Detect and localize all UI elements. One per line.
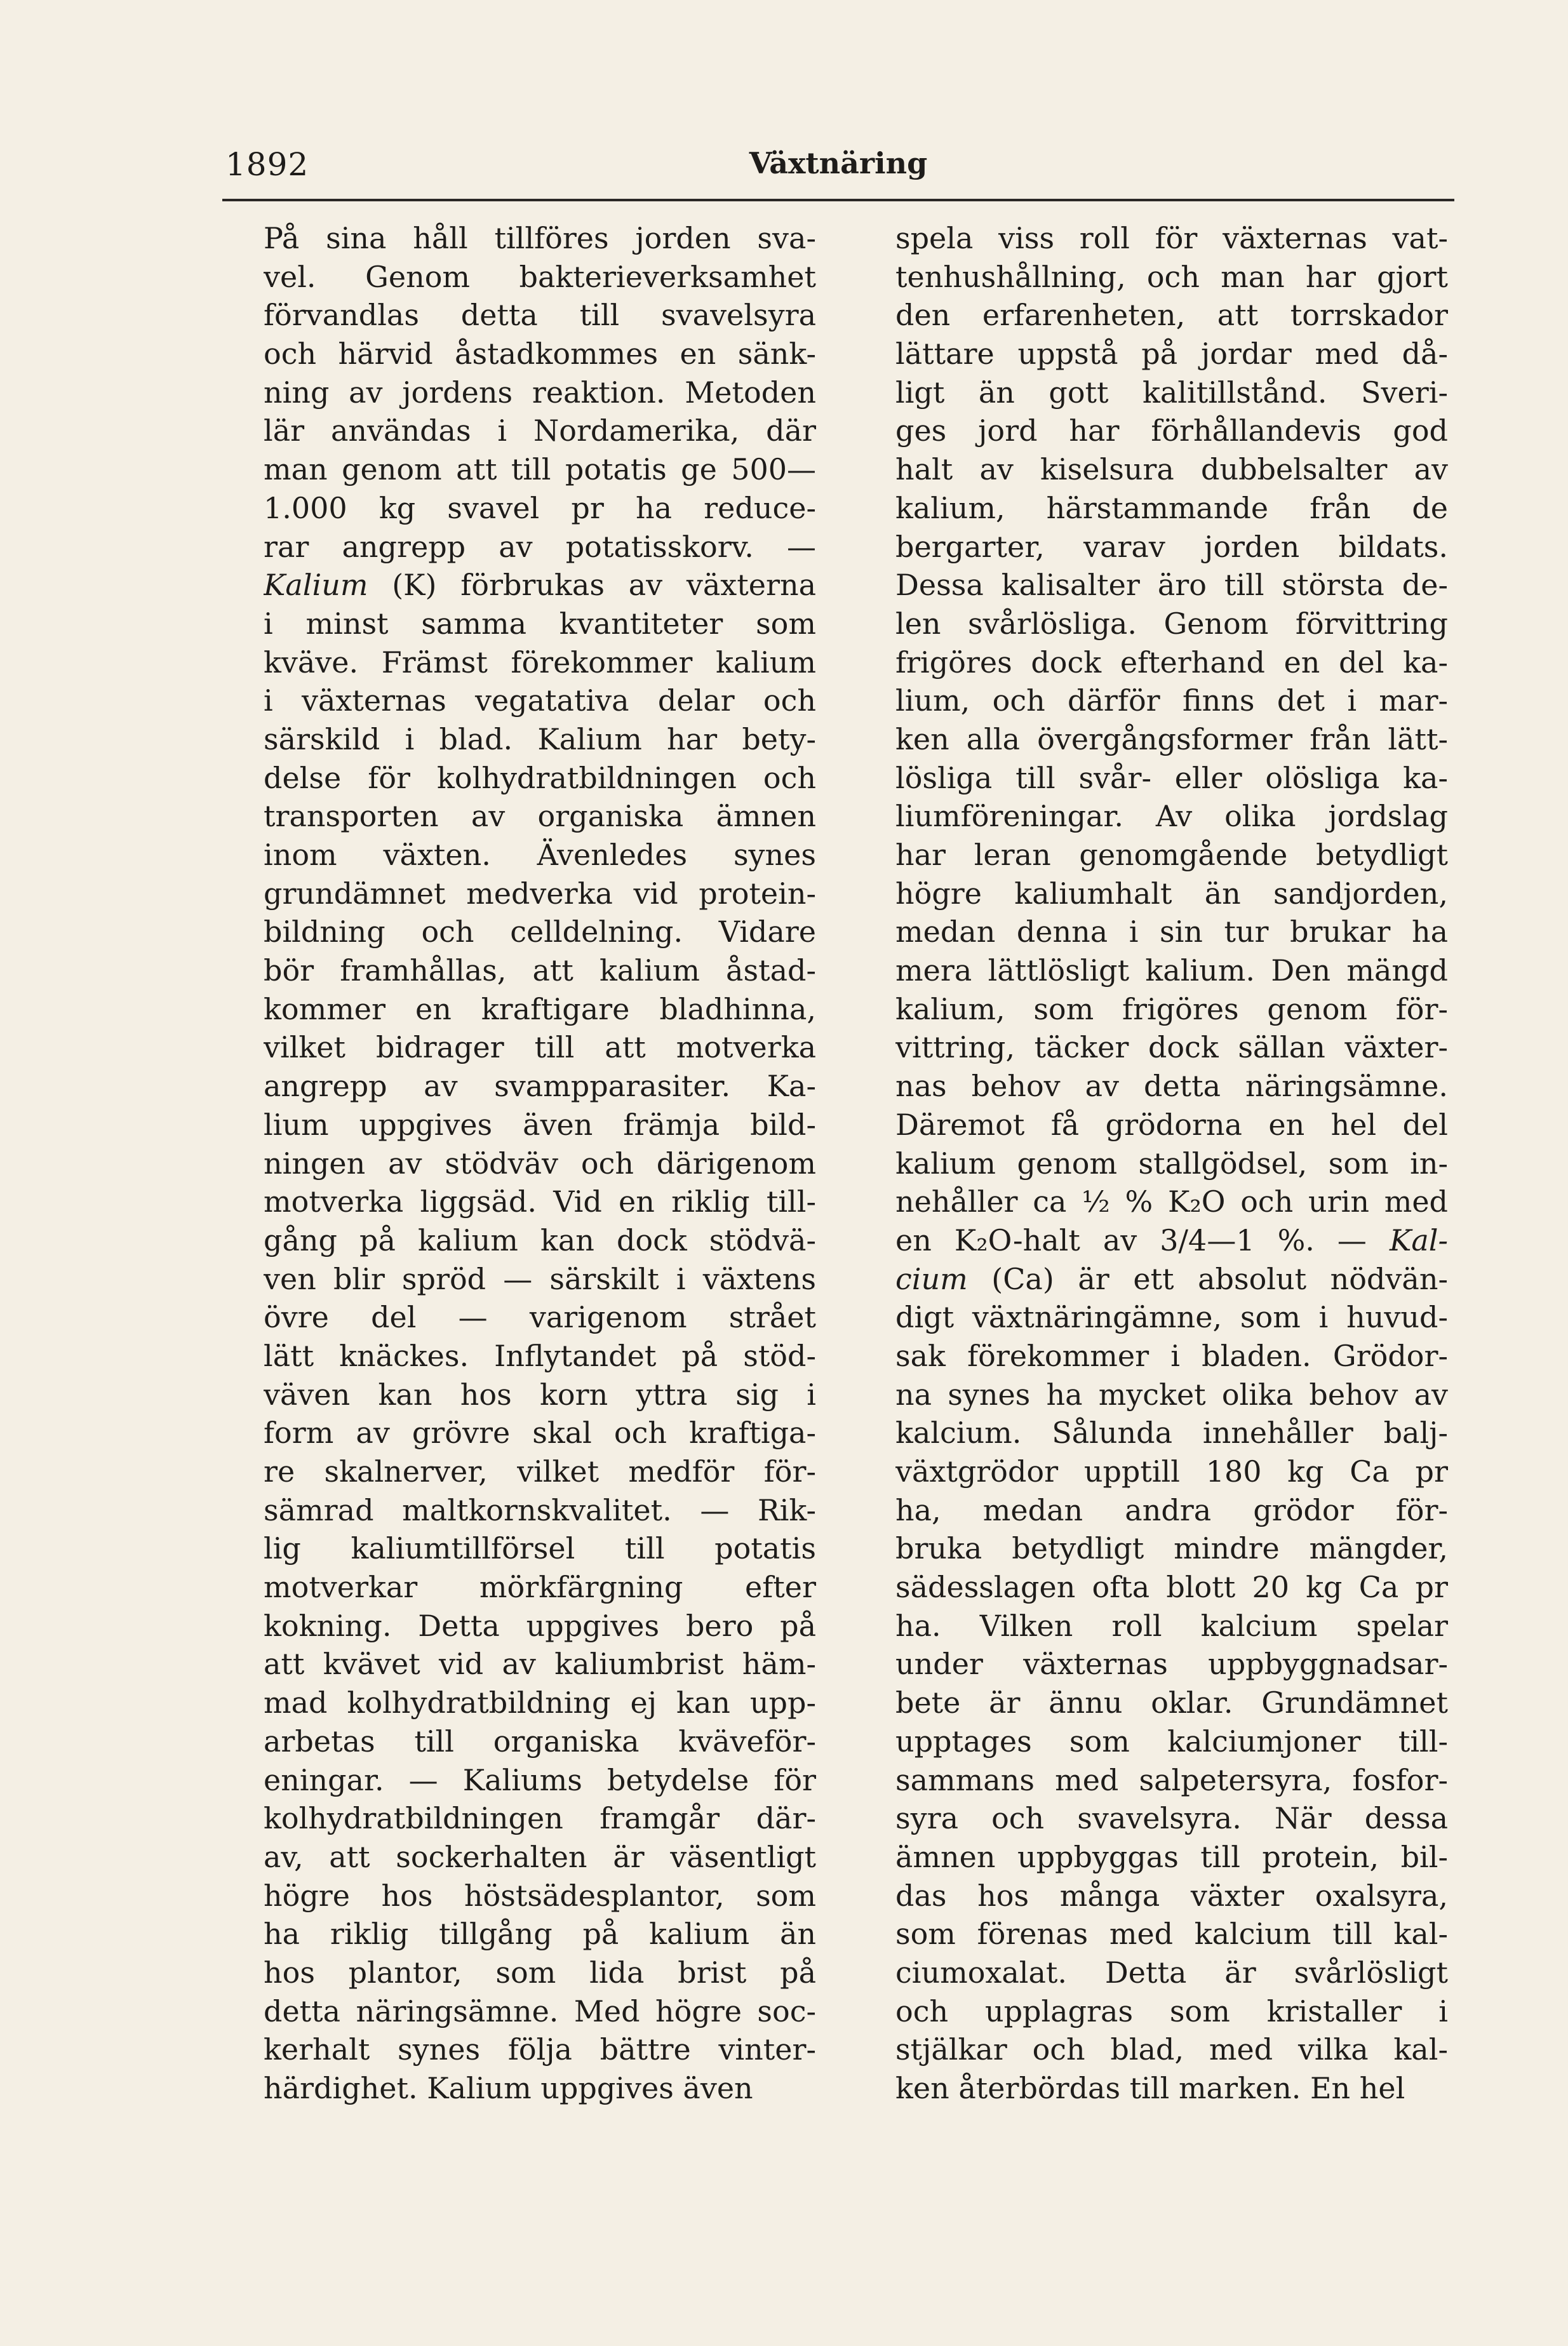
text-line: och upplagras som kristaller i	[895, 1994, 1448, 2028]
text-line: gång på kalium kan dock stödvä-	[264, 1223, 816, 1257]
text-line: sammans med salpetersyra, fosfor-	[895, 1762, 1448, 1797]
text-line: das hos många växter oxalsyra,	[895, 1878, 1448, 1913]
text-line: av, att sockerhalten är väsentligt	[264, 1839, 816, 1874]
text-line: nehåller ca ½ % K₂O och urin med	[895, 1184, 1448, 1219]
text-line: digt växtnäringämne, som i huvud-	[895, 1300, 1448, 1335]
text-line: hos plantor, som lida brist på	[264, 1955, 816, 1990]
text-line: angrepp av svampparasiter. Ka-	[264, 1069, 816, 1104]
text-line: ha. Vilken roll kalcium spelar	[895, 1608, 1448, 1643]
running-title: Växtnäring	[749, 146, 928, 180]
text-line: härdighet. Kalium uppgives även	[264, 2071, 753, 2105]
text-line: lig kaliumtillförsel till potatis	[264, 1531, 816, 1566]
text-line: transporten av organiska ämnen	[264, 799, 816, 834]
text-line: re skalnerver, vilket medför för-	[264, 1454, 816, 1489]
text-line: ning av jordens reaktion. Metoden	[264, 375, 816, 410]
text-line: att kvävet vid av kaliumbrist häm-	[264, 1647, 816, 1682]
right-column	[895, 219, 1448, 2108]
text-line: lösliga till svår- eller olösliga ka-	[895, 760, 1448, 795]
text-line: inom växten. Ävenledes synes	[264, 838, 816, 872]
text-line: kerhalt synes följa bättre vinter-	[264, 2032, 816, 2067]
text-line: som förenas med kalcium till kal-	[895, 1917, 1448, 1952]
text-line: stjälkar och blad, med vilka kal-	[895, 2032, 1448, 2067]
text-line: vilket bidrager till att motverka	[264, 1030, 816, 1065]
text-line: ken återbördas till marken. En hel	[895, 2071, 1405, 2105]
left-column	[264, 219, 816, 2108]
text-line: den erfarenheten, att torrskador	[895, 298, 1448, 333]
text-line: På sina håll tillföres jorden sva-	[264, 221, 816, 255]
text-line: bildning och celldelning. Vidare	[264, 915, 816, 949]
text-line: motverkar mörkfärgning efter	[264, 1570, 816, 1605]
text-line: väven kan hos korn yttra sig i	[264, 1377, 816, 1412]
text-line: frigöres dock efterhand en del ka-	[895, 645, 1448, 680]
text-line: syra och svavelsyra. När dessa	[895, 1801, 1448, 1836]
text-line: detta näringsämne. Med högre soc-	[264, 1994, 816, 2028]
text-line: medan denna i sin tur brukar ha	[895, 915, 1448, 949]
text-line: kväve. Främst förekommer kalium	[264, 645, 816, 680]
text-line: motverka liggsäd. Vid en riklig till-	[264, 1184, 816, 1219]
text-line: mera lättlösligt kalium. Den mängd	[895, 953, 1448, 988]
text-line: cium (Ca) är ett absolut nödvän-	[895, 1261, 1448, 1296]
text-line: ämnen uppbyggas till protein, bil-	[895, 1839, 1448, 1874]
text-line: spela viss roll för växternas vat-	[895, 221, 1448, 255]
text-line: har leran genomgående betydligt	[895, 838, 1448, 872]
page-header	[225, 127, 1451, 197]
text-line: 1.000 kg svavel pr ha reduce-	[264, 490, 816, 525]
text-line: na synes ha mycket olika behov av	[895, 1377, 1448, 1412]
text-line: Dessa kalisalter äro till största de-	[895, 568, 1448, 603]
text-line: bör framhållas, att kalium åstad-	[264, 953, 816, 988]
text-line: ken alla övergångsformer från lätt-	[895, 721, 1448, 756]
text-line: bete är ännu oklar. Grundämnet	[895, 1686, 1448, 1720]
text-line: tenhushållning, och man har gjort	[895, 259, 1448, 294]
text-line: form av grövre skal och kraftiga-	[264, 1416, 816, 1451]
text-line: upptages som kalciumjoner till-	[895, 1724, 1448, 1759]
text-line: högre kaliumhalt än sandjorden,	[895, 876, 1448, 911]
header-rule	[222, 199, 1454, 201]
text-line: ha riklig tillgång på kalium än	[264, 1917, 816, 1952]
text-line: rar angrepp av potatisskorv. —	[264, 529, 816, 564]
text-line: mad kolhydratbildning ej kan upp-	[264, 1686, 816, 1720]
text-line: sädesslagen ofta blott 20 kg Ca pr	[895, 1570, 1448, 1605]
text-line: lätt knäckes. Inflytandet på stöd-	[264, 1338, 816, 1373]
text-line: delse för kolhydratbildningen och	[264, 760, 816, 795]
text-line: ligt än gott kalitillstånd. Sveri-	[895, 375, 1448, 410]
text-line: ges jord har förhållandevis god	[895, 413, 1448, 448]
text-line: sak förekommer i bladen. Grödor-	[895, 1338, 1448, 1373]
text-line: kalium, härstammande från de	[895, 490, 1448, 525]
text-line: en K₂O-halt av 3/4—1 %. — Kal-	[895, 1223, 1448, 1257]
text-line: kolhydratbildningen framgår där-	[264, 1801, 816, 1836]
text-line: kommer en kraftigare bladhinna,	[264, 991, 816, 1026]
text-line: kalcium. Sålunda innehåller balj-	[895, 1416, 1448, 1451]
text-line: kalium genom stallgödsel, som in-	[895, 1146, 1448, 1181]
text-line: övre del — varigenom strået	[264, 1300, 816, 1335]
text-line: under växternas uppbyggnadsar-	[895, 1647, 1448, 1682]
text-line: högre hos höstsädesplantor, som	[264, 1878, 816, 1913]
text-line: ningen av stödväv och därigenom	[264, 1146, 816, 1181]
text-line: i växternas vegatativa delar och	[264, 683, 816, 718]
text-line: sämrad maltkornskvalitet. — Rik-	[264, 1492, 816, 1527]
text-line: arbetas till organiska kväveför-	[264, 1724, 816, 1759]
text-line: förvandlas detta till svavelsyra	[264, 298, 816, 333]
text-line: Kalium (K) förbrukas av växterna	[264, 568, 816, 603]
text-line: ha, medan andra grödor för-	[895, 1492, 1448, 1527]
text-line: ciumoxalat. Detta är svårlösligt	[895, 1955, 1448, 1990]
text-line: lär användas i Nordamerika, där	[264, 413, 816, 448]
text-line: i minst samma kvantiteter som	[264, 606, 816, 641]
text-line: eningar. — Kaliums betydelse för	[264, 1762, 816, 1797]
text-line: lättare uppstå på jordar med då-	[895, 337, 1448, 372]
text-line: bergarter, varav jorden bildats.	[895, 529, 1448, 564]
text-line: särskild i blad. Kalium har bety-	[264, 721, 816, 756]
text-line: Däremot få grödorna en hel del	[895, 1107, 1448, 1142]
text-line: växtgrödor upptill 180 kg Ca pr	[895, 1454, 1448, 1489]
text-line: lium, och därför finns det i mar-	[895, 683, 1448, 718]
text-line: ven blir spröd — särskilt i växtens	[264, 1261, 816, 1296]
text-line: kalium, som frigöres genom för-	[895, 991, 1448, 1026]
text-line: och härvid åstadkommes en sänk-	[264, 337, 816, 372]
text-line: halt av kiselsura dubbelsalter av	[895, 452, 1448, 487]
text-line: len svårlösliga. Genom förvittring	[895, 606, 1448, 641]
text-line: grundämnet medverka vid protein-	[264, 876, 816, 911]
text-line: nas behov av detta näringsämne.	[895, 1069, 1448, 1104]
text-line: kokning. Detta uppgives bero på	[264, 1608, 816, 1643]
text-line: man genom att till potatis ge 500—	[264, 452, 816, 487]
page-number: 1892	[225, 146, 309, 183]
text-line: liumföreningar. Av olika jordslag	[895, 799, 1448, 834]
text-line: vittring, täcker dock sällan växter-	[895, 1030, 1448, 1065]
text-line: vel. Genom bakterieverksamhet	[264, 259, 816, 294]
text-line: bruka betydligt mindre mängder,	[895, 1531, 1448, 1566]
text-line: lium uppgives även främja bild-	[264, 1107, 816, 1142]
